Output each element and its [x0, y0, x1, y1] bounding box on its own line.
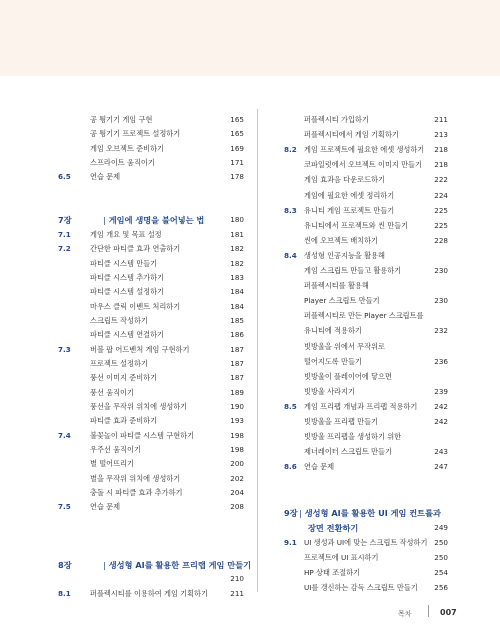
toc-entry	[286, 234, 448, 248]
toc-entry	[286, 370, 448, 384]
page-ref: 210	[230, 574, 244, 584]
chapter-heading	[58, 558, 252, 572]
entry-title: UI 생성과 UI에 맞는 스크립트 작성하기	[304, 537, 428, 547]
chapter-title-text: 생성형 AI를 활용한 프리랩 게임 만들기	[108, 559, 252, 570]
toc-entry	[286, 143, 448, 157]
toc-entry	[90, 400, 244, 414]
toc-entry	[90, 443, 244, 457]
page-ref: 211	[230, 588, 244, 598]
entry-title: HP 상태 조절하기	[304, 568, 360, 577]
page-ref: 185	[230, 315, 244, 325]
page-ref: 250	[434, 537, 448, 547]
page-ref: 247	[434, 462, 448, 472]
page-ref: 256	[434, 583, 448, 593]
page-ref: 225	[434, 220, 448, 230]
entry-title: 간단한 파티클 효과 연출하기	[90, 244, 181, 254]
entry-title: 파티클 시스템 추가하기	[90, 272, 165, 282]
toc-entry	[90, 457, 244, 471]
entry-title: 공 튕기기 프로젝트 설정하기	[90, 129, 181, 139]
page-ref: 254	[434, 568, 448, 577]
toc-entry	[90, 314, 244, 328]
page-ref: 222	[434, 175, 448, 185]
page-ref: 180	[230, 215, 244, 225]
chapter-title	[100, 558, 251, 572]
page-ref: 230	[434, 266, 448, 275]
entry-title: 풍선을 무작위 위치에 생성하기	[90, 402, 188, 411]
page-ref: 218	[434, 160, 448, 170]
toc-entry	[286, 294, 448, 308]
entry-title: 생성형 인공지능을 활용해	[304, 250, 385, 260]
toc-entry	[90, 544, 244, 558]
chapter-number: 8장	[58, 559, 72, 570]
page-ref: 190	[230, 402, 244, 411]
page-ref: 183	[230, 272, 244, 282]
entry-title: 풍선 이미지 준비하기	[90, 373, 158, 383]
page-ref: 198	[230, 430, 244, 440]
entry-title: 별 떨어뜨리기	[90, 459, 134, 469]
entry-title: 스크립트 작성하기	[90, 315, 148, 325]
toc-entry	[286, 128, 448, 142]
entry-title: 퍼플렉시티를 이용하여 게임 기획하기	[90, 588, 208, 598]
toc-entry	[286, 445, 448, 459]
section-number: 7.2	[58, 244, 71, 254]
entry-title: 퍼플렉시티로 만든 Player 스크립트를	[304, 311, 424, 321]
toc-entry	[286, 279, 448, 293]
toc-entry	[286, 475, 448, 489]
entry-title: 우주선 움직이기	[90, 445, 141, 455]
entry-title: 유니티에 적용하기	[304, 326, 362, 336]
entry-title: 마우스 클릭 이벤트 처리하기	[90, 301, 181, 311]
page-ref: 182	[230, 244, 244, 254]
chapter-title-text: 게임에 생명을 불어넣는 법	[108, 215, 205, 226]
entry-title: 유니티에서 프로젝트와 씬 만들기	[304, 220, 409, 230]
entry-title: 공 튕기기 게임 구현	[90, 115, 153, 124]
entry-title: 연습 문제	[90, 172, 121, 182]
entry-title: 충돌 시 파티클 효과 추가하기	[90, 488, 183, 498]
page-ref: 243	[434, 447, 448, 457]
page-ref: 250	[434, 552, 448, 562]
page-ref: 184	[230, 287, 244, 297]
section-number: 7.1	[58, 229, 71, 239]
toc-entry	[90, 257, 244, 271]
toc-entry	[90, 271, 244, 285]
chapter-heading-continued	[286, 521, 448, 535]
toc-entry	[286, 324, 448, 338]
page-ref: 193	[230, 416, 244, 426]
page-ref: 230	[434, 296, 448, 306]
entry-title: 빗방울을 프리팹 만들기	[304, 417, 379, 426]
page-ref: 182	[230, 258, 244, 268]
page-ref: 228	[434, 235, 448, 245]
page-ref: 204	[230, 488, 244, 498]
toc-entry	[90, 300, 244, 314]
entry-title: 퍼플렉시티를 활용해	[304, 281, 369, 291]
section-number: 8.4	[284, 250, 297, 260]
toc-entry	[286, 460, 448, 474]
page-ref: 232	[434, 326, 448, 336]
entry-title: 게임 스크립트 만들고 활용하기	[304, 266, 402, 275]
entry-title: UI를 갱신하는 감독 스크립트 만들기	[304, 583, 418, 593]
page-ref: 225	[434, 205, 448, 215]
toc-entry	[90, 142, 244, 156]
toc-entry	[286, 219, 448, 233]
entry-title: 퍼플렉시티에서 게임 기획하기	[304, 130, 399, 140]
entry-title: 불꽃놀이 파티클 시스템 구현하기	[90, 430, 195, 440]
toc-entry	[58, 429, 244, 443]
chapter-title-text: 생성형 AI를 활용한 UI 게임 컨트롤과	[304, 507, 441, 518]
toc-entry	[286, 400, 448, 414]
page-ref: 178	[230, 172, 244, 182]
page-ref: 169	[230, 143, 244, 153]
page-ref: 202	[230, 473, 244, 483]
toc-entry	[90, 199, 244, 213]
entry-title: 게임 프리팹 개념과 프리팹 적용하기	[304, 401, 418, 411]
toc-entry	[286, 385, 448, 399]
footer-separator	[428, 605, 429, 617]
toc-entry	[286, 173, 448, 187]
entry-title: 씬에 오브젝트 배치하기	[304, 235, 379, 245]
toc-entry	[90, 357, 244, 371]
section-number: 8.2	[284, 145, 297, 155]
toc-entry	[58, 228, 244, 242]
entry-title: 버블 팝 어드벤처 게임 구현하기	[90, 344, 190, 354]
toc-entry	[58, 170, 244, 184]
toc-entry	[286, 340, 448, 354]
entry-title: 파티클 시스템 설정하기	[90, 287, 165, 297]
page-ref: 165	[230, 129, 244, 139]
page-ref: 187	[230, 358, 244, 368]
page-ref: 171	[230, 158, 244, 168]
entry-title: 게임 오브젝트 준비하기	[90, 143, 165, 153]
entry-title: 게임에 필요한 에셋 정리하기	[304, 190, 395, 200]
entry-title: 게임 프로젝트에 필요한 에셋 생성하기	[304, 145, 425, 155]
chapter-title	[296, 506, 441, 520]
entry-title: 빗방울이 플레이어에 닿으면	[304, 371, 392, 381]
page-ref: 200	[230, 459, 244, 469]
chapter-bar: |	[299, 507, 302, 518]
chapter-heading	[58, 213, 244, 227]
entry-title: 풍선 움직이기	[90, 387, 134, 397]
toc-entry	[58, 500, 244, 514]
section-number: 7.5	[58, 502, 71, 512]
page-ref: 242	[434, 401, 448, 411]
toc-entry	[58, 343, 244, 357]
toc-entry	[286, 536, 448, 550]
entry-title: 게임 개요 및 목표 설정	[90, 229, 162, 239]
toc-entry	[90, 386, 244, 400]
toc-entry	[286, 355, 448, 369]
section-number: 6.5	[58, 172, 71, 182]
entry-title: 파티클 시스템 연결하기	[90, 330, 165, 340]
toc-entry	[286, 430, 448, 444]
toc-entry	[90, 328, 244, 342]
entry-title: 파티클 효과 준비하기	[90, 416, 158, 426]
section-number: 8.5	[284, 401, 297, 411]
toc-entry	[286, 113, 448, 127]
entry-title: 빗방울 사라지기	[304, 386, 355, 396]
page-ref: 239	[434, 386, 448, 396]
toc-entry	[58, 242, 244, 256]
page-ref: 208	[230, 502, 244, 512]
toc-entry	[90, 472, 244, 486]
page-ref: 213	[434, 130, 448, 140]
page-ref: 242	[434, 417, 448, 426]
entry-title: 프로젝트에 UI 표시하기	[304, 552, 379, 562]
entry-title: 유니티 게임 프로젝트 만들기	[304, 205, 395, 215]
toc-entry	[286, 249, 448, 263]
toc-entry	[286, 566, 448, 580]
chapter-bar: |	[103, 559, 106, 570]
chapter-number: 7장	[58, 215, 72, 226]
entry-title: 코파일럿에서 오브젝트 이미지 만들기	[304, 160, 422, 170]
toc-entry	[90, 515, 244, 529]
toc-entry	[90, 113, 244, 127]
page-ref: 218	[434, 145, 448, 155]
page-ref: 189	[230, 387, 244, 397]
toc-entry	[90, 156, 244, 170]
section-number: 8.3	[284, 205, 297, 215]
entry-title: 스프라이트 움직이기	[90, 158, 155, 168]
entry-title: 연습 문제	[90, 502, 121, 512]
toc-entry	[90, 285, 244, 299]
entry-title: 떨어지도록 만들기	[304, 356, 362, 366]
page-ref: 187	[230, 373, 244, 383]
entry-title: 퍼플렉시티 가입하기	[304, 115, 369, 124]
toc-entry	[90, 185, 244, 199]
page-ref: 184	[230, 301, 244, 311]
toc-entry	[90, 572, 244, 586]
entry-title: 빗방울 프리팹을 생성하기 위한	[304, 432, 402, 442]
chapter-heading	[286, 506, 448, 520]
toc-entry	[286, 309, 448, 323]
entry-title: 별을 무작위 위치에 생성하기	[90, 473, 181, 483]
page-ref: 181	[230, 229, 244, 239]
toc-entry	[90, 414, 244, 428]
entry-title: 연습 문제	[304, 462, 335, 472]
entry-title: 파티클 시스템 만들기	[90, 258, 158, 268]
entry-title: 빗방울을 위에서 무작위로	[304, 341, 385, 351]
toc-entry	[286, 264, 448, 278]
page-ref: 249	[434, 522, 448, 532]
page-ref: 186	[230, 330, 244, 340]
entry-title: Player 스크립트 만들기	[304, 296, 380, 306]
toc-entry	[286, 189, 448, 203]
page-ref: 236	[434, 356, 448, 366]
page-number: 007	[440, 608, 457, 617]
toc-entry	[286, 158, 448, 172]
toc-entry	[286, 491, 448, 505]
chapter-title: 장면 전환하기	[308, 522, 359, 533]
entry-title: 게임 효과음 다운로드하기	[304, 175, 385, 185]
entry-title: 프로젝트 설정하기	[90, 358, 148, 368]
toc-entry	[286, 581, 448, 595]
toc-entry	[58, 587, 244, 601]
page-ref: 224	[434, 190, 448, 200]
toc-entry	[90, 529, 244, 543]
footer-label: 목차	[398, 610, 412, 618]
entry-title: 제너레이터 스크립트 만들기	[304, 447, 392, 457]
toc-entry	[286, 204, 448, 218]
column-divider	[257, 109, 258, 592]
section-number: 7.4	[58, 430, 71, 440]
page-ref: 198	[230, 445, 244, 455]
header-band	[0, 0, 500, 76]
chapter-number: 9장	[284, 507, 298, 518]
chapter-bar: |	[103, 215, 106, 226]
page-ref: 187	[230, 344, 244, 354]
toc-entry	[286, 551, 448, 565]
section-number: 8.6	[284, 462, 297, 472]
chapter-title	[100, 213, 204, 227]
toc-entry	[90, 486, 244, 500]
section-number: 7.3	[58, 344, 71, 354]
page-ref: 211	[434, 115, 448, 124]
toc-entry	[286, 415, 448, 429]
toc-entry	[90, 371, 244, 385]
page-ref: 165	[230, 115, 244, 124]
section-number: 9.1	[284, 537, 297, 547]
section-number: 8.1	[58, 588, 71, 598]
toc-entry	[90, 127, 244, 141]
